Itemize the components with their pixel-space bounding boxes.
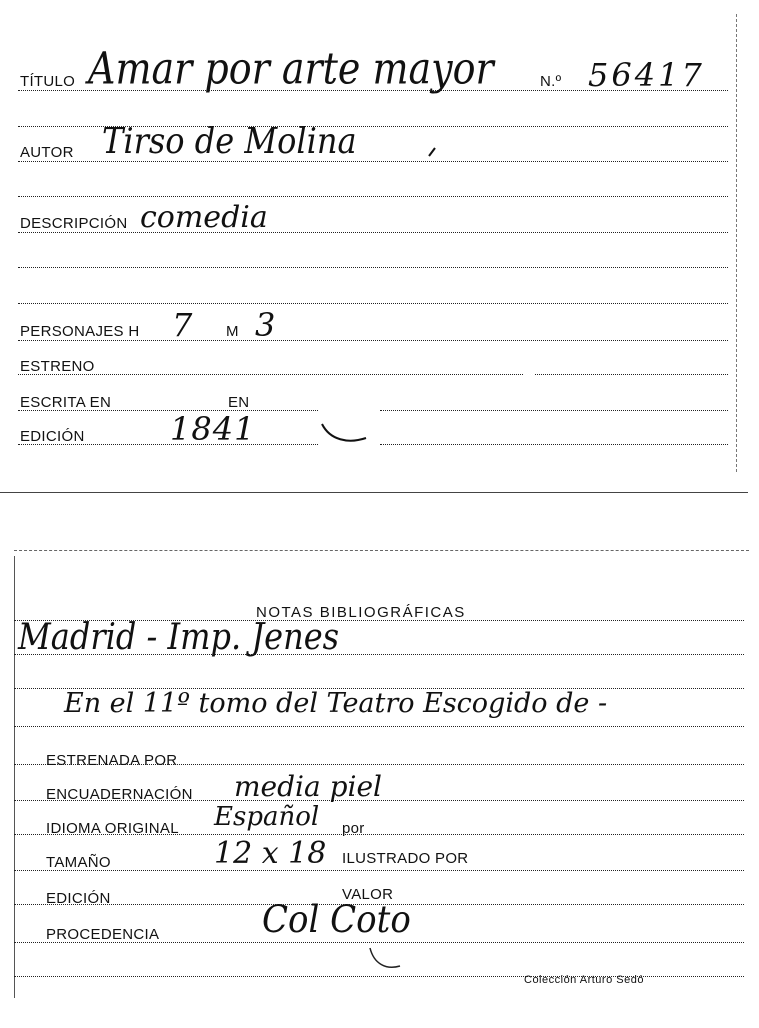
edicion-label: EDICIÓN (46, 890, 111, 907)
notas-title: NOTAS BIBLIOGRÁFICAS (256, 604, 466, 621)
autor-value: Tirso de Molina (102, 120, 357, 162)
tamano-value: 12 x 18 (214, 836, 327, 871)
numero-value: 56417 (588, 56, 705, 94)
en-label: EN (228, 394, 250, 411)
rule-line (14, 870, 744, 871)
note-line-2: En el 11º tomo del Teatro Escogido de - (64, 688, 608, 719)
procedencia-value: Col Coto (262, 898, 411, 942)
escrita-label: ESCRITA EN (20, 394, 112, 411)
rule-line (18, 303, 728, 304)
rule-line (18, 267, 728, 268)
card-divider (0, 492, 748, 493)
encuadernacion-value: media piel (234, 770, 382, 803)
card-edge (736, 14, 737, 472)
tamano-label: TAMAÑO (46, 854, 111, 871)
rule-line (18, 196, 728, 197)
estreno-label: ESTRENO (20, 358, 95, 375)
personajes-m-label: M (226, 323, 239, 340)
estrenada-label: ESTRENADA POR (46, 752, 178, 769)
rule-line (14, 726, 744, 727)
descripcion-label: DESCRIPCIÓN (20, 215, 128, 232)
card-edge (14, 556, 15, 998)
rule-line (18, 340, 728, 341)
ilustrado-label: ILUSTRADO POR (342, 850, 469, 867)
rule-line (18, 232, 728, 233)
personajes-label: PERSONAJES H (20, 323, 140, 340)
catalog-card-front (0, 0, 759, 492)
procedencia-label: PROCEDENCIA (46, 926, 160, 943)
collection-footer: Colección Arturo Sedó (524, 974, 644, 986)
card-edge (14, 550, 749, 551)
edicion-value: 1841 (170, 410, 256, 448)
rule-line (380, 444, 728, 445)
descripcion-value: comedia (140, 200, 268, 235)
pen-tick-mark (426, 146, 438, 160)
valor-label: VALOR (342, 886, 394, 903)
rule-line (535, 374, 728, 375)
catalog-card-back (0, 548, 759, 1018)
edicion-label: EDICIÓN (20, 428, 85, 445)
autor-label: AUTOR (20, 144, 74, 161)
titulo-label: TÍTULO (20, 73, 76, 90)
por-label: por (342, 820, 365, 837)
idioma-value: Español (214, 802, 320, 832)
pen-stroke-mark (368, 944, 404, 974)
note-line-1: Madrid - Imp. Jenes (18, 614, 340, 658)
titulo-value: Amar por arte mayor (88, 43, 494, 94)
pen-stroke-mark (320, 420, 370, 446)
personajes-h-value: 7 (172, 306, 193, 344)
numero-label: N.º (540, 73, 562, 90)
rule-line (380, 410, 728, 411)
personajes-m-value: 3 (255, 306, 276, 344)
encuadernacion-label: ENCUADERNACIÓN (46, 786, 193, 803)
idioma-label: IDIOMA ORIGINAL (46, 820, 179, 837)
